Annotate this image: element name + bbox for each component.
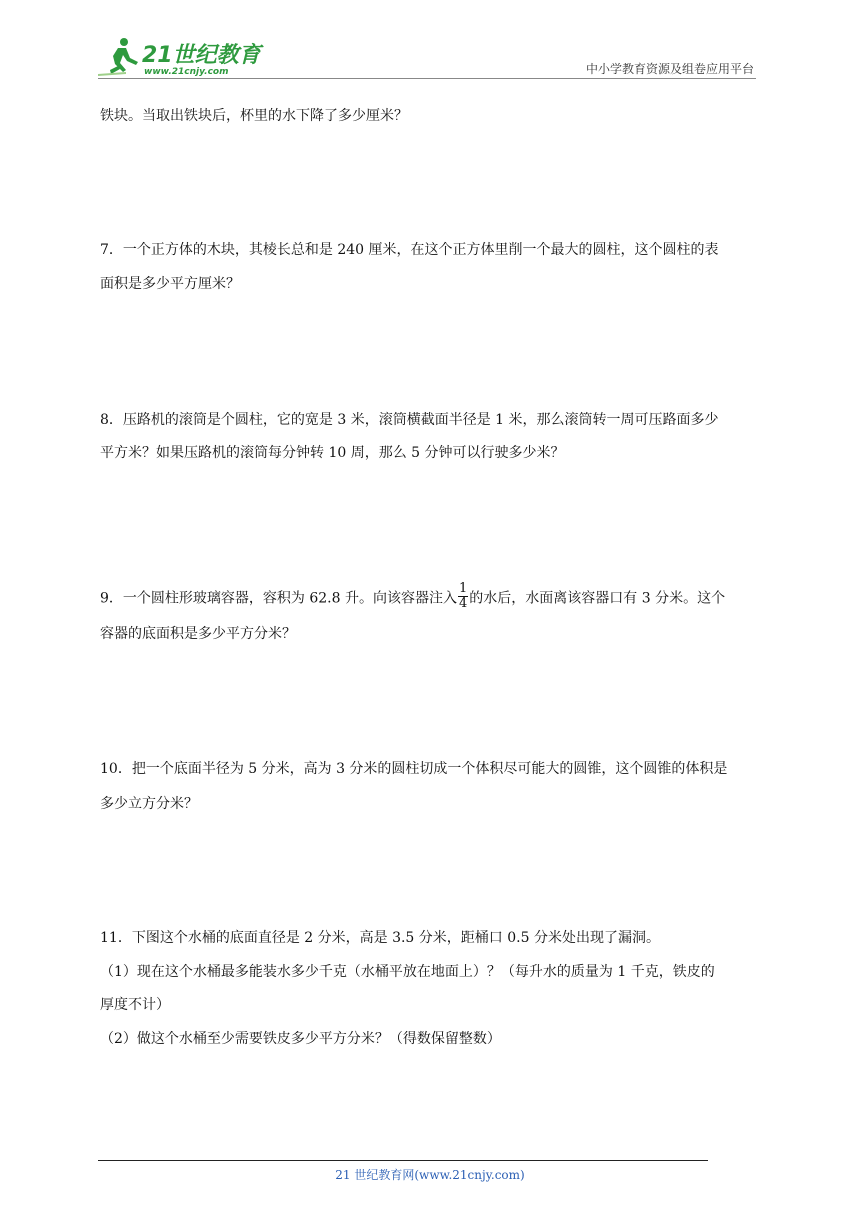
q9-fraction — [458, 582, 468, 611]
footer-site-link[interactable]: 21 世纪教育网(www.21cnjy.com) — [335, 1168, 525, 1182]
q9-line2: 容器的底面积是多少平方分米？ — [100, 626, 296, 642]
q8-line2: 平方米？如果压路机的滚筒每分钟转 10 周，那么 5 分钟可以行驶多少米？ — [100, 445, 565, 461]
header-divider — [98, 78, 756, 79]
q11-line1: 11．下图这个水桶的底面直径是 2 分米，高是 3.5 分米，距桶口 0.5 分米处出现了漏洞。 — [100, 930, 660, 946]
runner-icon — [98, 38, 138, 76]
q9-line1-part-b: 的水后，水面离该容器口有 3 分米。这个 — [469, 590, 726, 607]
q9-line1 — [100, 581, 765, 613]
q7-line1: 7．一个正方体的木块，其棱长总和是 240 厘米，在这个正方体里削一个最大的圆柱，这个圆柱的表 — [100, 242, 719, 258]
q9-fraction-numerator: 1 — [458, 581, 468, 596]
q10-line1: 10．把一个底面半径为 5 分米，高为 3 分米的圆柱切成一个体积尽可能大的圆锥，这个圆锥的体积是 — [100, 761, 728, 777]
q11-sub1-line1: （1）现在这个水桶最多能装水多少千克（水桶平放在地面上）？（每升水的质量为 1 千克，铁皮的 — [100, 964, 715, 980]
q10-line2: 多少立方分米？ — [100, 796, 198, 812]
q6-tail-text: 铁块。当取出铁块后，杯里的水下降了多少厘米？ — [100, 108, 408, 124]
q11-sub2: （2）做这个水桶至少需要铁皮多少平方分米？（得数保留整数） — [100, 1031, 501, 1047]
logo-url: www.21cnjy.com — [144, 67, 229, 77]
q9-line1-part-a: 9．一个圆柱形玻璃容器，容积为 62.8 升。向该容器注入 — [100, 590, 457, 607]
q9-fraction-denominator: 4 — [458, 596, 468, 611]
header-platform-text: 中小学教育资源及组卷应用平台 — [585, 62, 754, 76]
q11-sub1-line2: 厚度不计） — [100, 997, 170, 1013]
logo-text: 21世纪教育 — [142, 43, 261, 68]
site-logo — [96, 36, 266, 80]
q7-line2: 面积是多少平方厘米？ — [100, 276, 240, 292]
footer-divider — [98, 1160, 708, 1161]
q8-line1: 8．压路机的滚筒是个圆柱，它的宽是 3 米，滚筒横截面半径是 1 米，那么滚筒转一周可压路面多少 — [100, 412, 719, 428]
